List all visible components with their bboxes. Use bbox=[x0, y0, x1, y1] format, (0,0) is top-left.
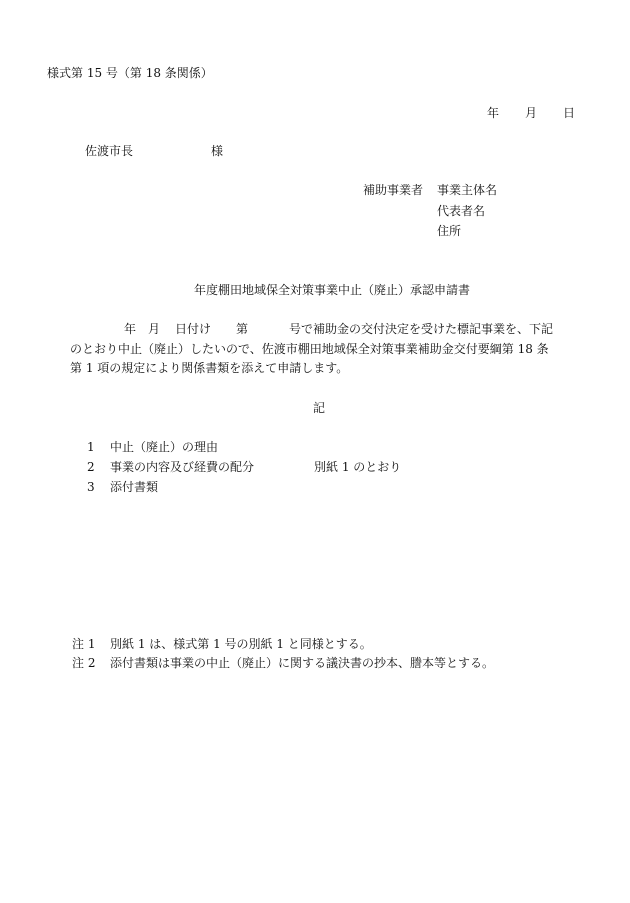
body-line2: のとおり中止（廃止）したいので、佐渡市棚田地域保全対策事業補助金交付要綱第 18 条 bbox=[70, 342, 549, 356]
note-label: 注 1 bbox=[72, 637, 96, 651]
ki-heading: 記 bbox=[313, 401, 326, 415]
applicant-address-label: 住所 bbox=[437, 224, 462, 238]
item-label: 事業の内容及び経費の配分 bbox=[110, 460, 255, 474]
item-number: 2 bbox=[87, 460, 95, 474]
document-title: 年度棚田地域保全対策事業中止（廃止）承認申請書 bbox=[194, 283, 471, 297]
date-month-label: 月 bbox=[525, 106, 538, 120]
applicant-entity-label: 事業主体名 bbox=[437, 183, 498, 197]
item-label: 添付書類 bbox=[110, 480, 159, 494]
note-text: 別紙 1 は、様式第 1 号の別紙 1 と同様とする。 bbox=[110, 637, 372, 651]
item-number: 1 bbox=[87, 440, 95, 454]
body-line1-rest: 号で補助金の交付決定を受けた標記事業を、下記 bbox=[289, 322, 554, 336]
item-label: 中止（廃止）の理由 bbox=[110, 440, 219, 454]
item-note: 別紙 1 のとおり bbox=[314, 460, 402, 474]
applicant-representative-label: 代表者名 bbox=[437, 204, 486, 218]
body-line3: 第 1 項の規定により関係書類を添えて申請します。 bbox=[70, 361, 349, 375]
body-line1-month: 月 bbox=[148, 322, 161, 336]
applicant-role-label: 補助事業者 bbox=[363, 183, 424, 197]
body-line1-dai: 第 bbox=[236, 322, 249, 336]
date-year-label: 年 bbox=[487, 106, 500, 120]
note-label: 注 2 bbox=[72, 656, 96, 670]
date-day-label: 日 bbox=[563, 106, 576, 120]
addressee-honorific: 様 bbox=[211, 144, 224, 158]
note-text: 添付書類は事業の中止（廃止）に関する議決書の抄本、謄本等とする。 bbox=[110, 656, 495, 670]
body-line1-day: 日付け bbox=[175, 322, 212, 336]
addressee-name: 佐渡市長 bbox=[85, 144, 134, 158]
body-line1-year: 年 bbox=[124, 322, 137, 336]
item-number: 3 bbox=[87, 480, 95, 494]
form-number: 様式第 15 号（第 18 条関係） bbox=[47, 66, 213, 80]
